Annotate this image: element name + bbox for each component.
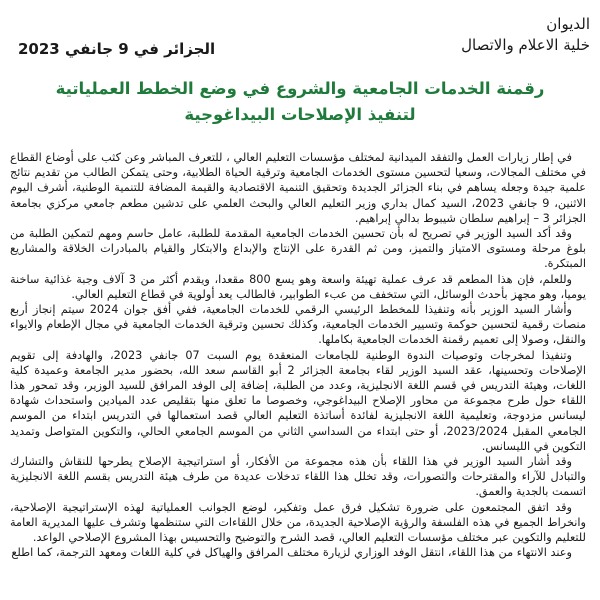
office-name: الديوان	[546, 15, 590, 33]
paragraph: في إطار زيارات العمل والتفقد الميدانية لمختلف مؤسسات التعليم العالي ، للتعرف المباشر وعن كثب على أوضاع القطاع في مختلف المجالات، وسعيا لتحسين مستوى الخدمات الجامعية وترقية الحياة الطلابية، وحتى يتمكن الطالب من تقديم نتائج علمية جيدة وجعله يساهم في بناء الجزائر الجديدة وتحقيق التنمية الاقتصادية والقيمة المضافة للتنمية الوطنية، أشرف اليوم الاثنين، 9 جانفي 2023، السيد كمال بداري وزير التعليم العالي والبحث العلمي على تدشين مطعم جامعي مركزي بجامعة الجزائر 3 – إبراهيم سلطان شيبوط بدالي إبراهيم.	[10, 151, 586, 225]
article-title: رقمنة الخدمات الجامعية والشروع في وضع الخطط العملياتية لتنفيذ الإصلاحات البيداغوجية	[55, 79, 545, 124]
paragraph: وأشار السيد الوزير بأنه وتنفيذا للمخطط الرئيسي الرقمي للخدمات الجامعية، ففي أفق جوان 2024 سيتم إنجاز أربع منصات رقمية لتحسين حوكمة وتسيير الخدمات الجامعية، وكذلك تحسين وترقية الخدمات الجامعية في مجال الإطعام والايواء والنقل، وصولا إلى تعميم رقمنة الخدمات الجامعية بكاملها.	[10, 303, 586, 347]
paragraph: وللعلم، فإن هذا المطعم قد عرف عملية تهيئة واسعة وهو يسع 800 مقعدا، ويقدم أكثر من 3 آلاف وجبة غذائية ساخنة يوميا، وهو مجهز بأحدث الوسائل، التي ستخفف من عبء الطوابير، فالطالب يعد أولوية في قطاع التعليم العالي.	[10, 272, 586, 301]
paragraph: وعند الانتهاء من هذا اللقاء، انتقل الوفد الوزاري لزيارة مختلف المرافق والهياكل في كلية اللغات ومعهد الترجمة، كما اطلع	[11, 546, 572, 560]
letterhead	[0, 0, 600, 75]
document-date: الجزائر في 9 جانفي 2023	[18, 40, 216, 58]
office-unit: خلية الاعلام والاتصال	[461, 36, 590, 54]
paragraph: وتنفيذا لمخرجات وتوصيات الندوة الوطنية للجامعات المنعقدة يوم السبت 07 جانفي 2023، والهادفة إلى تقويم الإصلاحات وتحسينها، عقد السيد الوزير لقاء بجامعة الجزائر 2 أبو القاسم سعد الله، بحضور مدير الجامعة وعميدة كلية اللغات، وهيئة التدريس في قسم اللغة الانجليزية، وعدد من الطلبة، إضافة إلى الوفد المرافق للسيد الوزير، وقد تمحور هذا اللقاء حول طرح مجموعة من محاور الإصلاح البيداغوجي، وخصوصا ما تعلق منها بتقليص عدد الميادين واستحداث شهادة ليسانس مزدوجة، وتعليمية اللغة الانجليزية لفائدة أساتذة التعليم العالي قصد استعمالها في التدريس ابتداء من الموسم الجامعي المقبل 2023/2024، أو حتى ابتداء من السداسي الثاني من الموسم الجامعي الحالي، والتكوين المتواصل وتمديد التكوين في الليسانس.	[10, 348, 586, 453]
paragraph: وقد اتفق المجتمعون على ضرورة تشكيل فرق عمل وتفكير، لوضع الجوانب العملياتية لهذه الإستراتيجية الإصلاحية، وانخراط الجميع في هذه الفلسفة والرؤية الإصلاحية الجديدة، من خلال اللقاءات التي ستنظمها وتشرف عليها المديرية العامة للتعليم والتكوين عبر مختلف مؤسسات التعليم العالي، قصد الشرح والتوضيح والتحسيس بهذا المشروع الإصلاحي الواعد.	[10, 500, 586, 545]
paragraph: وقد أكد السيد الوزير في تصريح له بأن تحسين الخدمات الجامعية المقدمة للطلبة، عامل حاسم ومهم لتمكين الطلبة من بلوغ مرحلة ومستوى الامتياز والتميز، ومن ثم القدرة على الإنتاج والإبداع والابتكار والقيام بالمبادرات الخلاقة والمشاريع المبتكرة.	[10, 227, 586, 271]
issuing-office	[461, 14, 590, 56]
article-body	[10, 150, 586, 600]
paragraph: وقد أشار السيد الوزير في هذا اللقاء بأن هذه مجموعة من الأفكار، أو استراتيجية الإصلاح يطرحها للنقاش والتشارك والتبادل للآراء والمقترحات والتصورات، وقد تخلل هذا اللقاء تدخلات عديدة من طرف هيئة التدريس بقسم اللغة الانجليزية اتسمت بالجدية والعمق.	[10, 455, 586, 499]
